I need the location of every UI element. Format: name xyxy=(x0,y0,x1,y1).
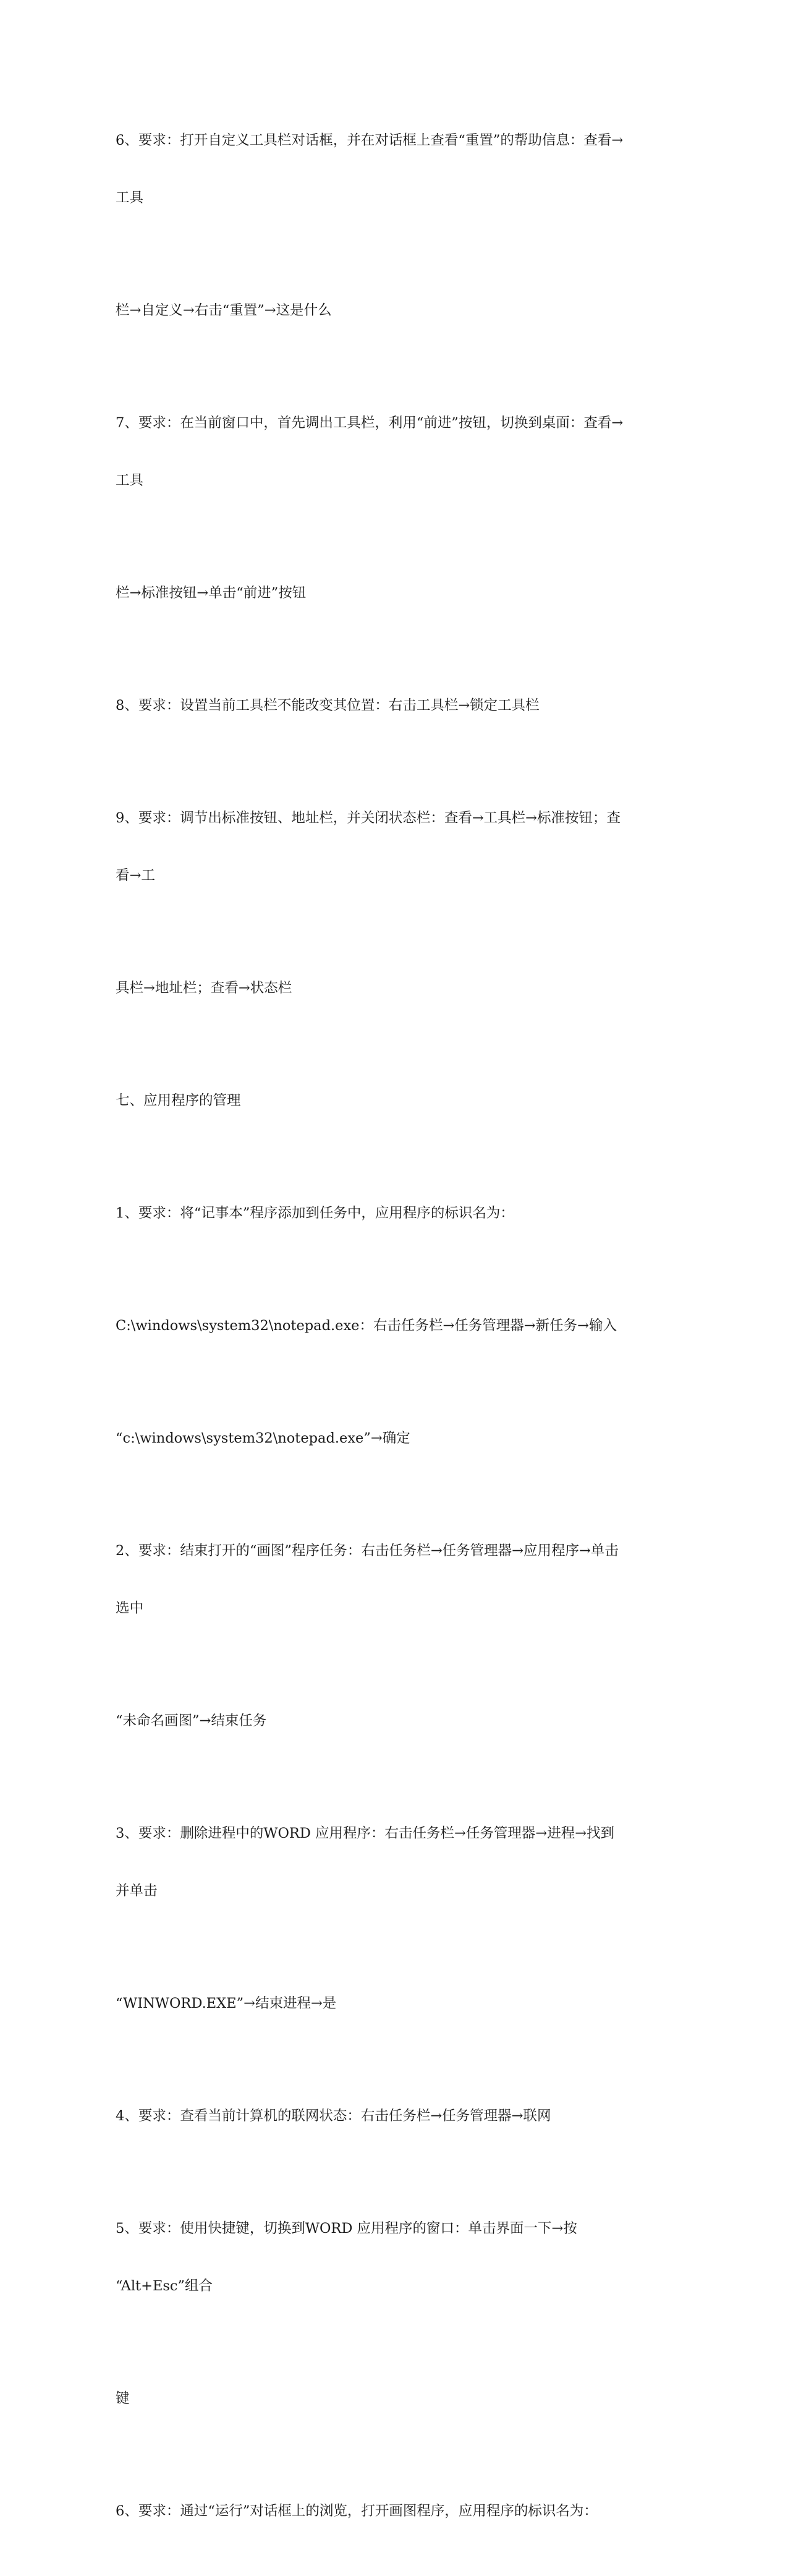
text-line: 工具 xyxy=(116,190,144,206)
paragraph-answer xyxy=(116,940,672,1036)
text-line: 选中 xyxy=(116,1600,144,1616)
document-body xyxy=(116,93,672,2576)
paragraph-item-8-lock-toolbar xyxy=(116,658,672,754)
text-line: 工具 xyxy=(116,472,144,488)
text-line: C:\windows\system32\notepad.exe：右击任务栏→任务管理器→新任务→输入 xyxy=(116,1318,617,1334)
text-line: 9、要求：调节出标准按钮、地址栏，并关闭状态栏：查看→工具栏→标准按钮；查 xyxy=(116,810,621,826)
text-line: 栏→标准按钮→单击“前进”按钮 xyxy=(116,585,307,601)
text-line: 键 xyxy=(116,2390,130,2407)
text-line: “未命名画图”→结束任务 xyxy=(116,1713,267,1729)
text-line: “WINWORD.EXE”→结束进程→是 xyxy=(116,1995,337,2011)
paragraph-answer xyxy=(116,1391,672,1486)
paragraph-answer xyxy=(116,1956,672,2052)
text-line: 并单击 xyxy=(116,1883,158,1899)
paragraph-answer xyxy=(116,263,672,359)
text-line: 8、要求：设置当前工具栏不能改变其位置：右击工具栏→锁定工具栏 xyxy=(116,697,540,714)
text-line: 6、要求：通过“运行”对话框上的浏览，打开画图程序，应用程序的标识名为： xyxy=(116,2503,598,2519)
paragraph-item-3-end-word-process xyxy=(116,1786,672,1939)
paragraph-answer xyxy=(116,2351,672,2447)
paragraph-answer xyxy=(116,1673,672,1769)
text-line: “c:\windows\system32\notepad.exe”→确定 xyxy=(116,1430,410,1446)
text-line: 栏→自定义→右击“重置”→这是什么 xyxy=(116,302,332,318)
text-line: 7、要求：在当前窗口中，首先调出工具栏，利用“前进”按钮，切换到桌面：查看→ xyxy=(116,415,624,431)
paragraph-answer xyxy=(116,1278,672,1374)
text-line: 4、要求：查看当前计算机的联网状态：右击任务栏→任务管理器→联网 xyxy=(116,2108,551,2124)
section-heading xyxy=(116,1053,672,1149)
text-line: 看→工 xyxy=(116,868,155,884)
paragraph-item-6-customize-toolbar xyxy=(116,93,672,246)
text-line: 6、要求：打开自定义工具栏对话框，并在对话框上查看“重置”的帮助信息：查看→ xyxy=(116,132,624,148)
paragraph-item-6-run-dialog xyxy=(116,2463,672,2559)
paragraph-item-2-end-paint-task xyxy=(116,1503,672,1657)
text-line: 2、要求：结束打开的“画图”程序任务：右击任务栏→任务管理器→应用程序→单击 xyxy=(116,1543,619,1559)
text-line: 七、应用程序的管理 xyxy=(116,1093,241,1109)
text-line: 1、要求：将“记事本”程序添加到任务中，应用程序的标识名为： xyxy=(116,1205,514,1221)
text-line: 5、要求：使用快捷键，切换到WORD 应用程序的窗口：单击界面一下→按 xyxy=(116,2220,577,2237)
paragraph-answer xyxy=(116,545,672,641)
text-line: “Alt+Esc”组合 xyxy=(116,2278,213,2294)
paragraph-item-4-network-status xyxy=(116,2068,672,2164)
paragraph-item-9-address-bar xyxy=(116,770,672,924)
paragraph-item-7-forward-button xyxy=(116,375,672,529)
paragraph-item-5-shortcut-key xyxy=(116,2181,672,2334)
text-line: 3、要求：删除进程中的WORD 应用程序：右击任务栏→任务管理器→进程→找到 xyxy=(116,1825,615,1841)
paragraph-item-1-add-notepad xyxy=(116,1166,672,1261)
text-line: 具栏→地址栏；查看→状态栏 xyxy=(116,980,292,996)
